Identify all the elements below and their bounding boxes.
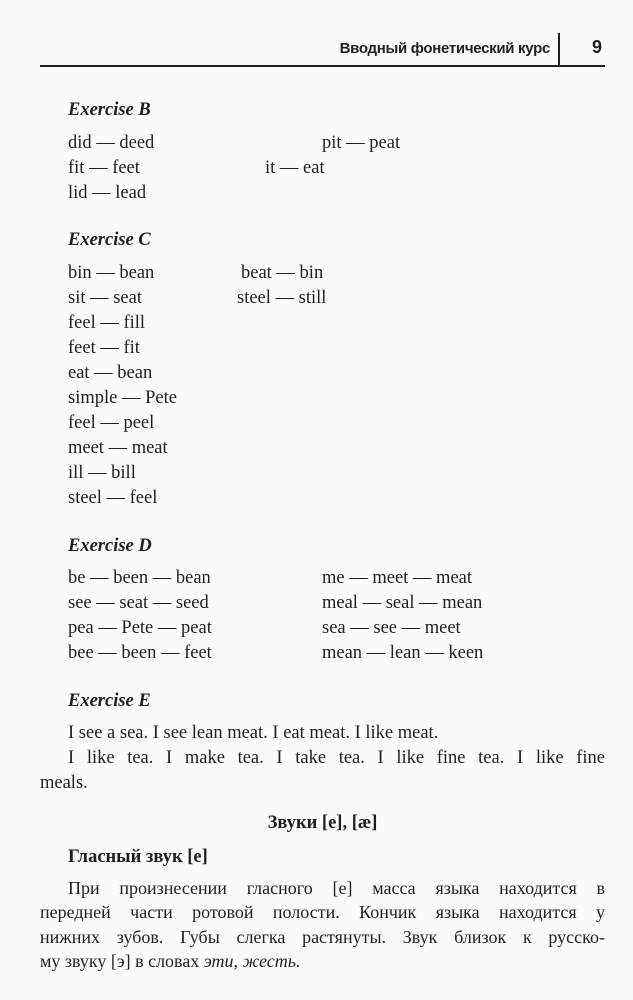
exercise-c-title: Exercise C: [68, 230, 151, 250]
exercise-c-left-9: ill — bill: [68, 463, 136, 483]
exercise-d-left-4: bee — been — feet: [68, 643, 212, 663]
section-subheading: Гласный звук [e]: [68, 847, 208, 867]
header-title: Вводный фонетический курс: [339, 40, 550, 57]
paragraph-line-4-italic: эти, жесть.: [203, 951, 301, 971]
section-paragraph-cont: [40, 900, 605, 974]
exercise-d-right-2: meal — seal — mean: [322, 593, 483, 613]
exercise-d-left-2: see — seat — seed: [68, 593, 209, 613]
exercise-d-right-3: sea — see — meet: [322, 618, 461, 638]
exercise-c-right-1: beat — bin: [241, 263, 324, 283]
exercise-c-right-2: steel — still: [237, 288, 327, 308]
exercise-b-left-2: fit — feet: [68, 158, 140, 178]
exercise-d-right-4: mean — lean — keen: [322, 643, 484, 663]
exercise-c-left-1: bin — bean: [68, 263, 155, 283]
exercise-c-left-3: feel — fill: [68, 313, 146, 333]
paragraph-line-2: передней части ротовой полости. Кончик языка находится у: [40, 902, 605, 922]
exercise-b-left-1: did — deed: [68, 133, 155, 153]
exercise-c-left-2: sit — seat: [68, 288, 142, 308]
paragraph-line-1: При произнесении гласного [e] масса языка находится в: [68, 878, 605, 898]
exercise-e-line-2: I like tea. I make tea. I take tea. I like fine tea. I like fine: [68, 748, 605, 768]
exercise-b-left-3: lid — lead: [68, 183, 147, 203]
section-heading: Звуки [e], [æ]: [267, 813, 378, 833]
exercise-d-left-1: be — been — bean: [68, 568, 211, 588]
paragraph-line-3: нижних зубов. Губы слегка растянуты. Звук близок к русско-: [40, 926, 605, 947]
exercise-c-left-6: simple — Pete: [68, 388, 177, 408]
exercise-c-left-5: eat — bean: [68, 363, 153, 383]
running-header: [40, 33, 605, 67]
page-number: 9: [591, 37, 602, 57]
paragraph-line-4: [40, 949, 605, 974]
exercise-b-title: Exercise B: [68, 100, 151, 120]
exercise-b-middle-1: it — eat: [265, 158, 325, 178]
header-rule: [40, 65, 605, 67]
header-divider: [558, 33, 560, 67]
exercise-e-title: Exercise E: [68, 691, 151, 711]
paragraph-line-4-text: му звуку [э] в словах: [40, 951, 204, 971]
exercise-c-left-10: steel — feel: [68, 488, 158, 508]
section-paragraph: [68, 876, 605, 901]
exercise-e-line-3: meals.: [40, 773, 88, 793]
exercise-d-left-3: pea — Pete — peat: [68, 618, 212, 638]
exercise-b-right-1: pit — peat: [322, 133, 401, 153]
exercise-c-left-4: feet — fit: [68, 338, 140, 358]
exercise-e-line-1: I see a sea. I see lean meat. I eat meat. I like meat.: [68, 723, 439, 743]
exercise-c-left-7: feel — peel: [68, 413, 155, 433]
exercise-d-right-1: me — meet — meat: [322, 568, 473, 588]
exercise-d-title: Exercise D: [68, 536, 152, 556]
exercise-c-left-8: meet — meat: [68, 438, 168, 458]
